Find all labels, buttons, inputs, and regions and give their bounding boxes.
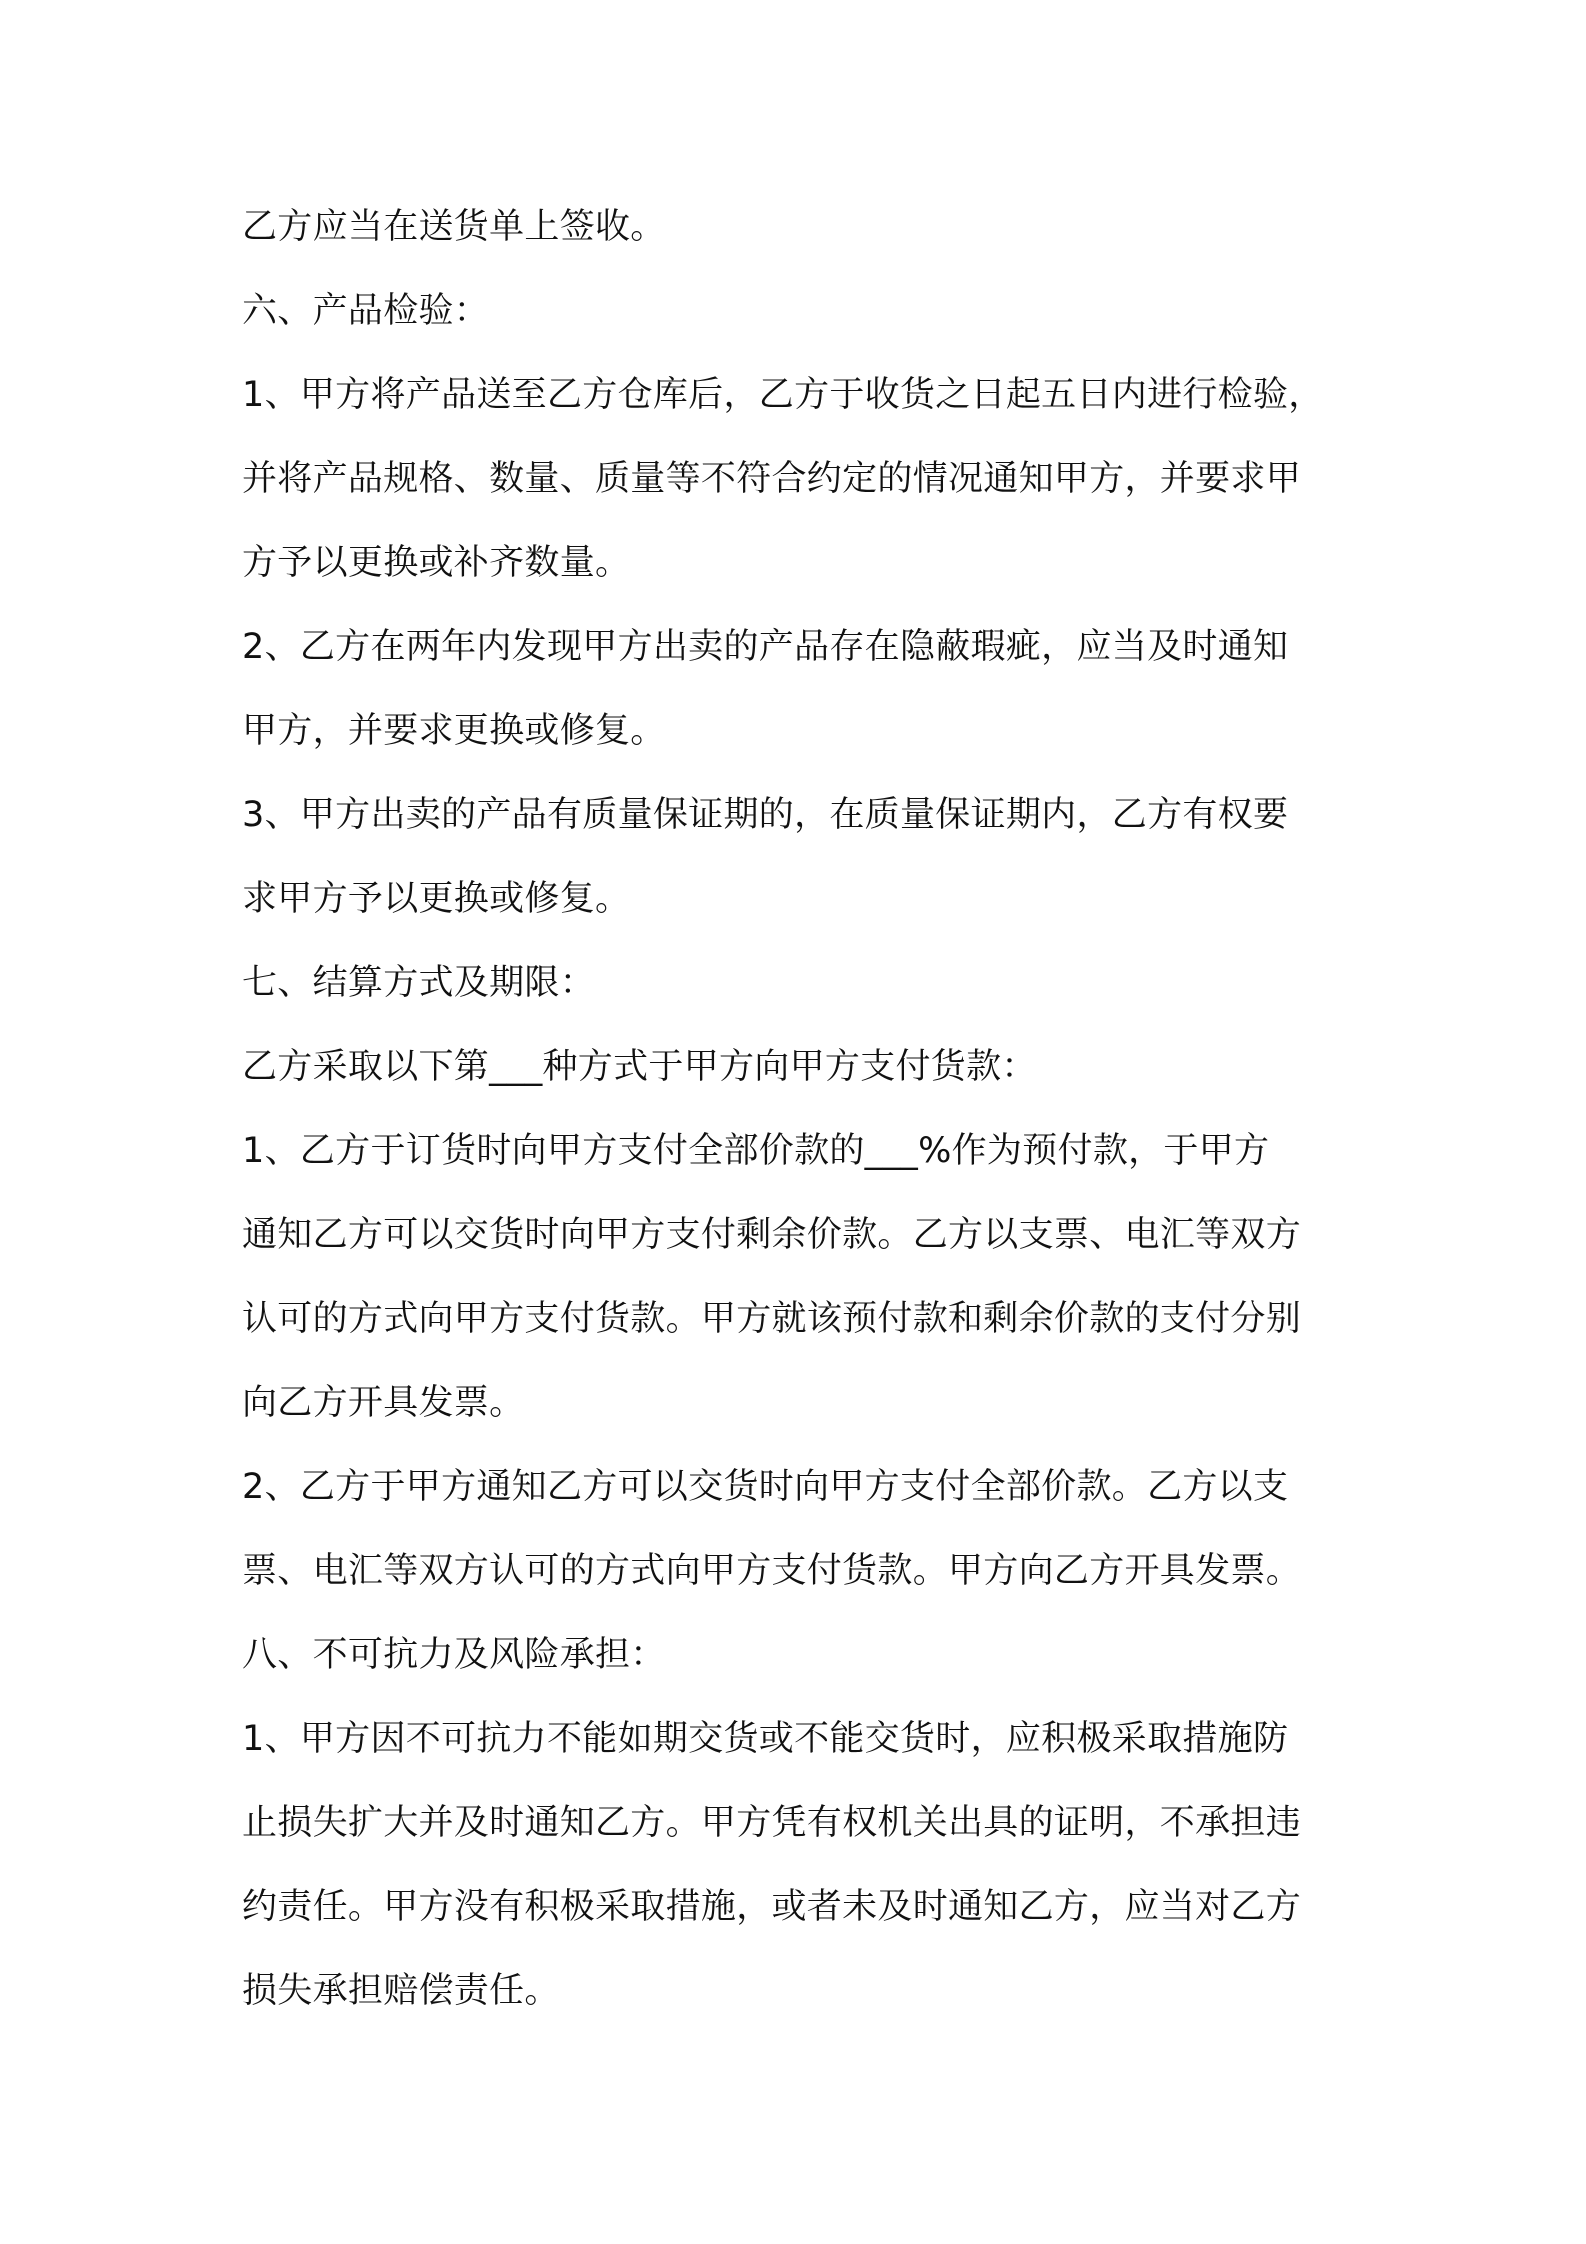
text-line: 2、乙方于甲方通知乙方可以交货时向甲方支付全部价款。乙方以支 (242, 1467, 1289, 1507)
text-line: 止损失扩大并及时通知乙方。甲方凭有权机关出具的证明，不承担违 (242, 1803, 1302, 1843)
text-line: 向乙方开具发票。 (242, 1383, 525, 1423)
text-line: 2、乙方在两年内发现甲方出卖的产品存在隐蔽瑕疵，应当及时通知 (242, 627, 1289, 667)
section-heading-settlement: 七、结算方式及期限： (242, 963, 596, 1003)
text-line: 求甲方予以更换或修复。 (242, 879, 631, 919)
section-heading-inspection: 六、产品检验： (242, 291, 490, 331)
text-line: 并将产品规格、数量、质量等不符合约定的情况通知甲方，并要求甲 (242, 459, 1302, 499)
text-line: 甲方，并要求更换或修复。 (242, 711, 666, 751)
text-line: 乙方采取以下第___种方式于甲方向甲方支付货款： (242, 1047, 1037, 1087)
text-line: 1、乙方于订货时向甲方支付全部价款的___%作为预付款，于甲方 (242, 1131, 1270, 1171)
text-line-closing: 乙方应当在送货单上签收。 (242, 207, 666, 247)
text-line: 约责任。甲方没有积极采取措施，或者未及时通知乙方，应当对乙方 (242, 1887, 1302, 1927)
text-line: 通知乙方可以交货时向甲方支付剩余价款。乙方以支票、电汇等双方 (242, 1215, 1302, 1255)
text-line: 1、甲方因不可抗力不能如期交货或不能交货时，应积极采取措施防 (242, 1719, 1289, 1759)
text-line: 票、电汇等双方认可的方式向甲方支付货款。甲方向乙方开具发票。 (242, 1551, 1302, 1591)
text-line: 损失承担赔偿责任。 (242, 1971, 560, 2011)
text-line: 认可的方式向甲方支付货款。甲方就该预付款和剩余价款的支付分别 (242, 1299, 1302, 1339)
text-line: 3、甲方出卖的产品有质量保证期的，在质量保证期内，乙方有权要 (242, 795, 1289, 835)
text-line: 方予以更换或补齐数量。 (242, 543, 631, 583)
section-heading-force-majeure: 八、不可抗力及风险承担： (242, 1635, 666, 1675)
text-line: 1、甲方将产品送至乙方仓库后，乙方于收货之日起五日内进行检验， (242, 375, 1324, 415)
